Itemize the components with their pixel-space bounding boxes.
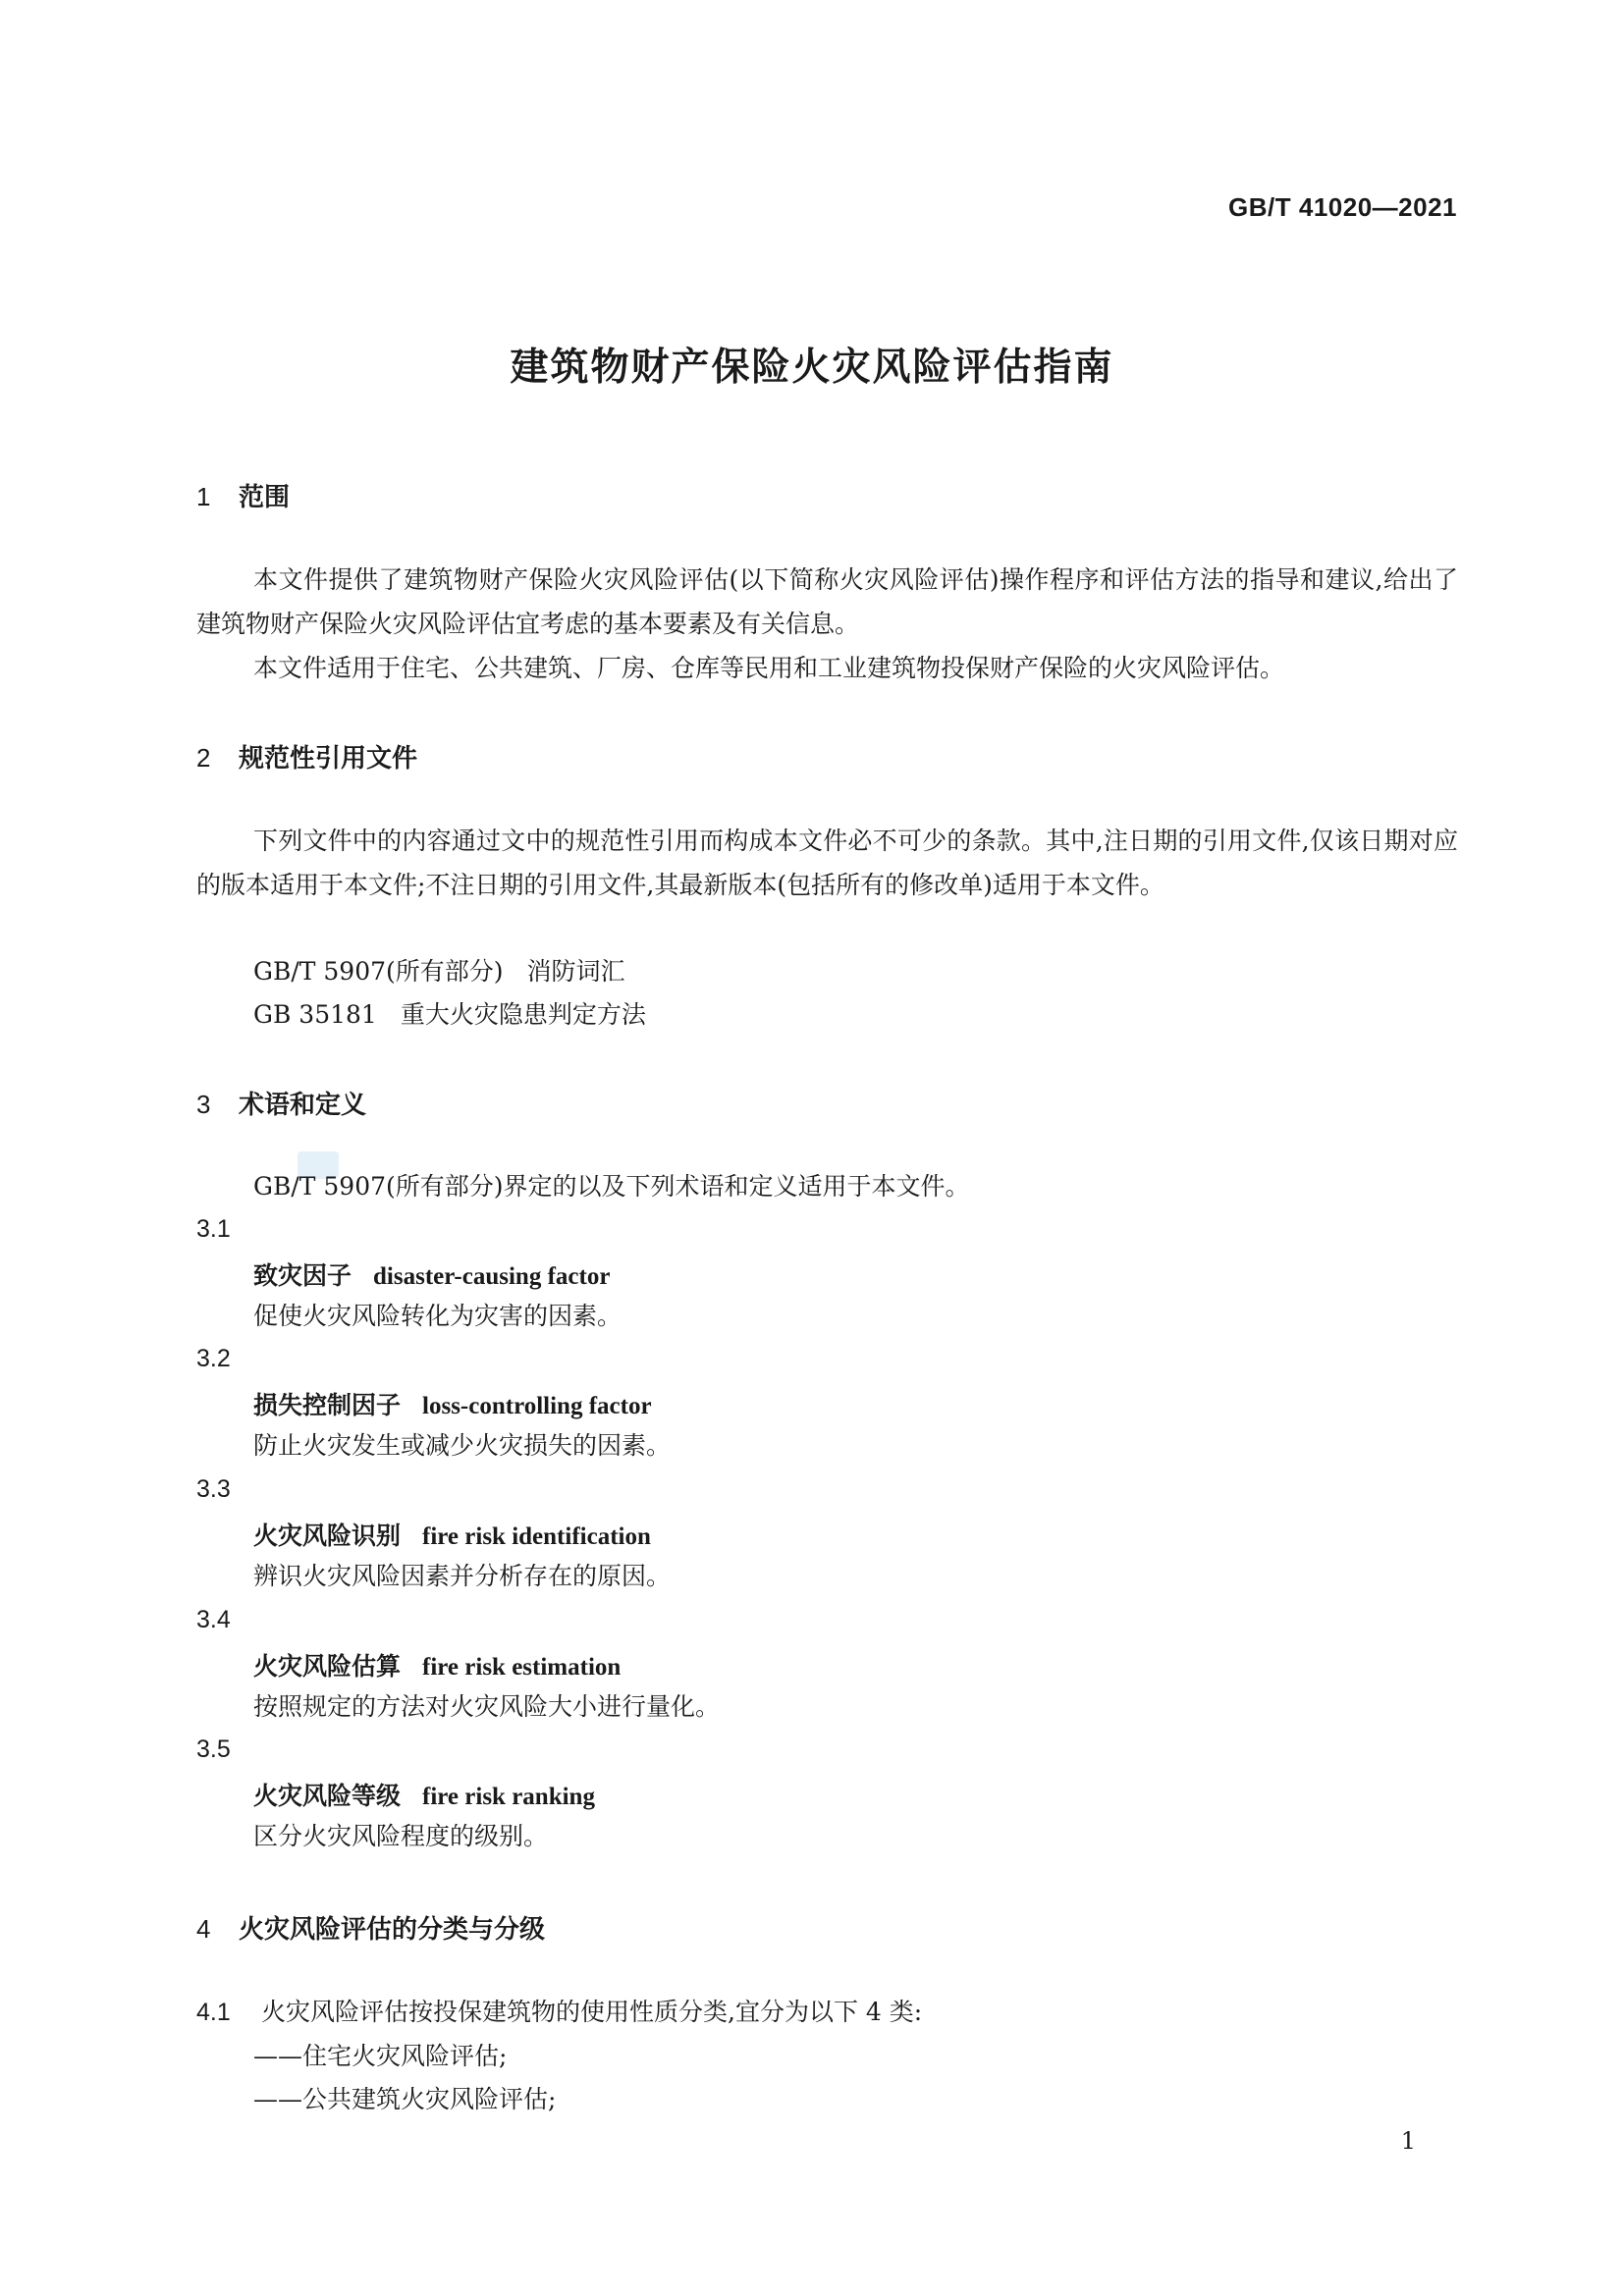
section-3-heading	[196, 1085, 366, 1121]
section-1-paragraph-2: 本文件适用于住宅、公共建筑、厂房、仓库等民用和工业建筑物投保财产保险的火灾风险评估。	[253, 654, 1285, 682]
reference-id: GB 35181	[253, 1000, 377, 1029]
section-title: 范围	[239, 483, 291, 512]
term-definition: 区分火灾风险程度的级别。	[253, 1822, 549, 1850]
reference-id: GB/T 5907(所有部分)	[253, 957, 504, 986]
section-number: 2	[196, 743, 211, 773]
list-item: ——住宅火灾风险评估;	[253, 2042, 508, 2070]
section-2-paragraph-1: 下列文件中的内容通过文中的规范性引用而构成本文件必不可少的条款。其中,注日期的引用文件,仅该日期对应的版本适用于本文件;不注日期的引用文件,其最新版本(包括所有的修改单)适用于本文件。	[196, 827, 1458, 899]
term-english: loss-controlling factor	[422, 1393, 652, 1419]
section-title: 规范性引用文件	[239, 744, 418, 774]
term-number: 3.4	[196, 1606, 231, 1633]
section-number: 1	[196, 482, 211, 511]
clause-4-1	[196, 1990, 922, 2035]
section-4-heading	[196, 1909, 545, 1946]
term-chinese: 致灾因子	[253, 1261, 352, 1290]
section-3-intro: GB/T 5907(所有部分)界定的以及下列术语和定义适用于本文件。	[253, 1172, 970, 1201]
term-entry	[253, 1517, 651, 1552]
term-chinese: 损失控制因子	[253, 1391, 402, 1419]
term-definition: 促使火灾风险转化为灾害的因素。	[253, 1302, 623, 1330]
term-english: fire risk identification	[422, 1523, 651, 1550]
term-number: 3.3	[196, 1475, 231, 1503]
term-entry	[253, 1386, 652, 1421]
clause-number: 4.1	[196, 1999, 231, 2026]
term-entry	[253, 1256, 610, 1292]
term-definition: 辨识火灾风险因素并分析存在的原因。	[253, 1562, 672, 1590]
term-chinese: 火灾风险等级	[253, 1782, 402, 1810]
term-chinese: 火灾风险估算	[253, 1652, 402, 1681]
section-title: 术语和定义	[239, 1091, 367, 1120]
section-title: 火灾风险评估的分类与分级	[239, 1915, 546, 1945]
term-entry	[253, 1777, 595, 1812]
page-number: 1	[1400, 2127, 1416, 2155]
section-2-heading	[196, 738, 417, 774]
section-number: 3	[196, 1090, 211, 1119]
term-definition: 按照规定的方法对火灾风险大小进行量化。	[253, 1692, 721, 1721]
normative-reference	[253, 949, 625, 993]
document-title: 建筑物财产保险火灾风险评估指南	[510, 346, 1114, 390]
term-definition: 防止火灾发生或减少火灾损失的因素。	[253, 1431, 672, 1460]
clause-text: 火灾风险评估按投保建筑物的使用性质分类,宜分为以下 4 类:	[261, 1998, 923, 2026]
section-number: 4	[196, 1914, 211, 1944]
term-english: fire risk estimation	[422, 1654, 622, 1681]
term-chinese: 火灾风险识别	[253, 1522, 402, 1550]
normative-reference	[253, 992, 646, 1037]
term-number: 3.1	[196, 1215, 231, 1243]
term-number: 3.5	[196, 1735, 231, 1763]
reference-title: 消防词汇	[526, 957, 625, 986]
list-item: ——公共建筑火灾风险评估;	[253, 2085, 557, 2113]
term-number: 3.2	[196, 1345, 231, 1372]
section-1-heading	[196, 477, 290, 513]
reference-title: 重大火灾隐患判定方法	[400, 1000, 646, 1029]
term-english: disaster-causing factor	[373, 1263, 611, 1290]
standard-code: GB/T 41020—2021	[1228, 192, 1457, 222]
term-english: fire risk ranking	[422, 1784, 595, 1810]
term-entry	[253, 1647, 621, 1682]
section-1-paragraph-1: 本文件提供了建筑物财产保险火灾风险评估(以下简称火灾风险评估)操作程序和评估方法的指导和建议,给出了建筑物财产保险火灾风险评估宜考虑的基本要素及有关信息。	[196, 565, 1458, 638]
